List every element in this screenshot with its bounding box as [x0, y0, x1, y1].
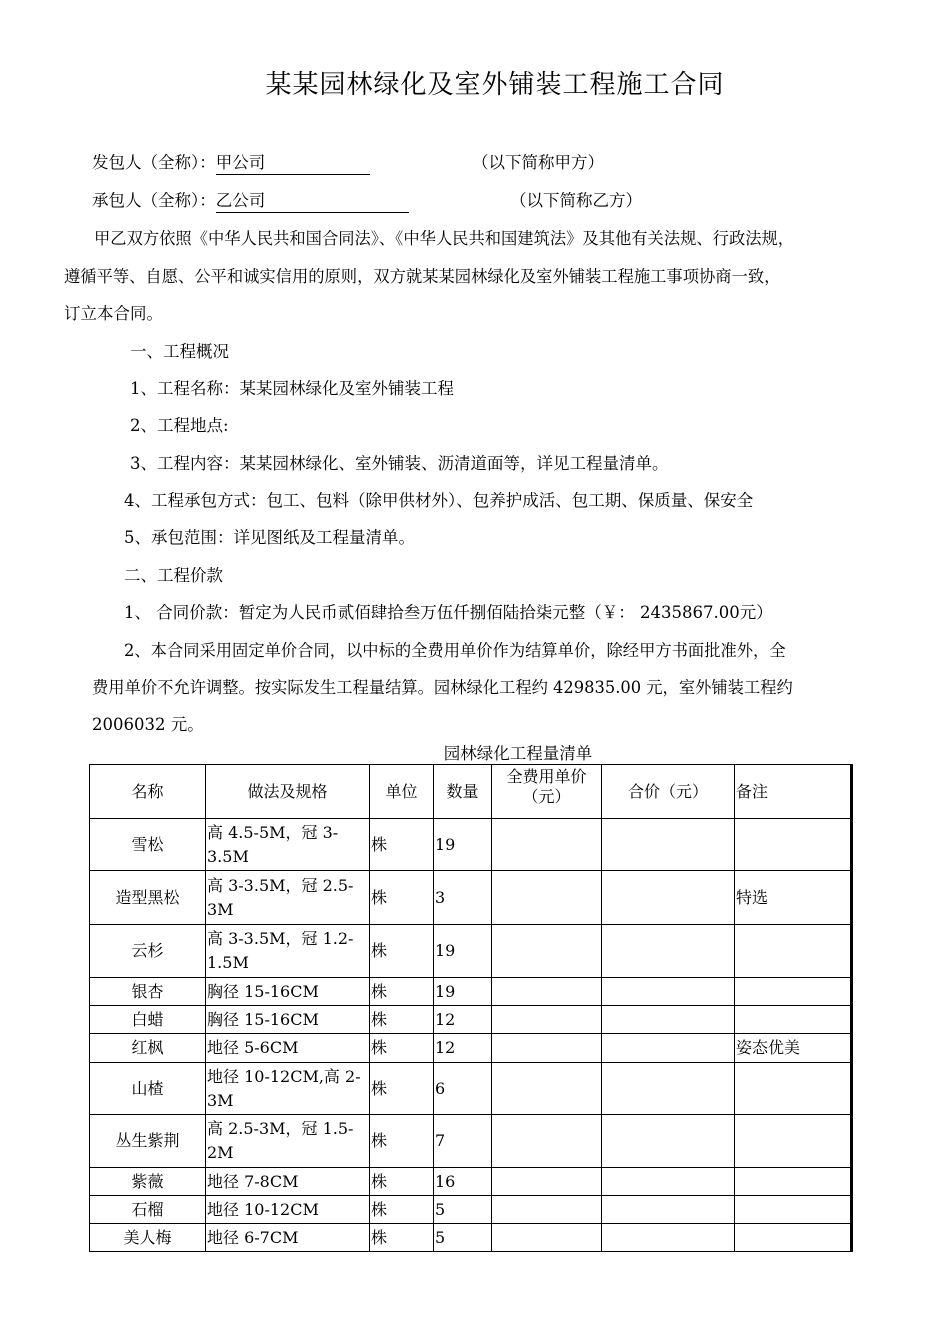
cell-unit: 株 [370, 871, 434, 925]
cell-name: 山楂 [90, 1063, 206, 1115]
cell-unit-price [492, 1034, 602, 1063]
cell-name: 白蜡 [90, 1006, 206, 1034]
cell-spec: 地径 7-8CM [206, 1168, 370, 1196]
cell-unit-price [492, 1224, 602, 1252]
table-row [90, 978, 852, 1006]
cell-total [602, 925, 735, 978]
cell-spec: 高 2.5-3M，冠 1.5-2M [206, 1115, 370, 1168]
cell-name: 石榴 [90, 1196, 206, 1224]
cell-name: 造型黑松 [90, 871, 206, 925]
overview-item-5: 5、承包范围：详见图纸及工程量清单。 [124, 528, 415, 547]
intro-line-2: 遵循平等、自愿、公平和诚实信用的原则，双方就某某园林绿化及室外铺装工程施工事项协商一致， [64, 267, 781, 286]
cell-remark: 姿态优美 [735, 1034, 852, 1063]
table-row [90, 1115, 852, 1168]
table-row [90, 925, 852, 978]
cell-unit-price [492, 1196, 602, 1224]
cell-unit: 株 [370, 1168, 434, 1196]
table-row [90, 819, 852, 871]
cell-spec: 地径 6-7CM [206, 1224, 370, 1252]
cell-unit: 株 [370, 1006, 434, 1034]
cell-total [602, 819, 735, 871]
cell-unit: 株 [370, 1063, 434, 1115]
employer-label: 发包人（全称）： [92, 153, 216, 172]
cell-remark [735, 925, 852, 978]
header-qty: 数量 [434, 765, 492, 819]
cell-spec: 高 4.5-5M，冠 3-3.5M [206, 819, 370, 871]
cell-qty: 12 [434, 1006, 492, 1034]
cell-unit: 株 [370, 819, 434, 871]
cell-name: 美人梅 [90, 1224, 206, 1252]
cell-remark [735, 819, 852, 871]
cell-qty: 16 [434, 1168, 492, 1196]
quantity-table [89, 764, 853, 1252]
cell-name: 云杉 [90, 925, 206, 978]
cell-remark [735, 1224, 852, 1252]
cell-unit: 株 [370, 1115, 434, 1168]
header-unit-price: 全费用单价（元） [492, 765, 602, 819]
contractor-line [92, 187, 409, 213]
cell-unit: 株 [370, 1224, 434, 1252]
header-unit: 单位 [370, 765, 434, 819]
cell-unit-price [492, 1006, 602, 1034]
cell-unit: 株 [370, 1196, 434, 1224]
cell-qty: 12 [434, 1034, 492, 1063]
cell-unit-price [492, 1063, 602, 1115]
cell-qty: 3 [434, 871, 492, 925]
employer-abbr: （以下简称甲方） [472, 153, 604, 172]
cell-remark [735, 1115, 852, 1168]
cell-remark [735, 978, 852, 1006]
table-row [90, 1063, 852, 1115]
intro-line-1: 甲乙双方依照《中华人民共和国合同法》、《中华人民共和国建筑法》及其他有关法规、行政法规， [94, 229, 795, 248]
contractor-value: 乙公司 [216, 192, 409, 213]
cell-name: 银杏 [90, 978, 206, 1006]
cell-qty: 19 [434, 819, 492, 871]
cell-spec: 胸径 15-16CM [206, 978, 370, 1006]
cell-unit-price [492, 925, 602, 978]
employer-value: 甲公司 [216, 154, 370, 175]
cell-remark [735, 1063, 852, 1115]
contractor-abbr: （以下简称乙方） [510, 191, 642, 210]
table-row [90, 1034, 852, 1063]
cell-spec: 高 3-3.5M，冠 1.2-1.5M [206, 925, 370, 978]
employer-line [92, 149, 370, 175]
cell-qty: 7 [434, 1115, 492, 1168]
cell-unit-price [492, 819, 602, 871]
cell-spec: 地径 10-12CM,高 2-3M [206, 1063, 370, 1115]
cell-qty: 5 [434, 1224, 492, 1252]
cell-unit: 株 [370, 978, 434, 1006]
cell-qty: 6 [434, 1063, 492, 1115]
table-header-row [90, 765, 852, 819]
cell-unit-price [492, 1115, 602, 1168]
overview-item-2: 2、工程地点: [130, 416, 229, 435]
overview-item-1: 1、工程名称：某某园林绿化及室外铺装工程 [130, 379, 454, 398]
cell-spec: 胸径 15-16CM [206, 1006, 370, 1034]
cell-total [602, 978, 735, 1006]
contract-title: 某某园林绿化及室外铺装工程施工合同 [265, 70, 725, 100]
cell-unit-price [492, 1168, 602, 1196]
table-row [90, 1196, 852, 1224]
cell-total [602, 1196, 735, 1224]
cell-total [602, 1168, 735, 1196]
cell-unit: 株 [370, 925, 434, 978]
table-row [90, 1224, 852, 1252]
cell-qty: 5 [434, 1196, 492, 1224]
section-heading-overview: 一、工程概况 [130, 342, 229, 361]
price-item-2-line-2: 费用单价不允许调整。按实际发生工程量结算。园林绿化工程约 429835.00 元，室外铺装工程约 [92, 678, 793, 697]
cell-remark [735, 1196, 852, 1224]
cell-spec: 地径 5-6CM [206, 1034, 370, 1063]
cell-total [602, 1034, 735, 1063]
cell-qty: 19 [434, 978, 492, 1006]
overview-item-3: 3、工程内容：某某园林绿化、室外铺装、沥清道面等，详见工程量清单。 [130, 454, 669, 473]
table-title: 园林绿化工程量清单 [443, 744, 593, 763]
header-spec: 做法及规格 [206, 765, 370, 819]
table-row [90, 1006, 852, 1034]
cell-name: 紫薇 [90, 1168, 206, 1196]
header-total: 合价（元） [602, 765, 735, 819]
cell-spec: 地径 10-12CM [206, 1196, 370, 1224]
cell-unit-price [492, 978, 602, 1006]
table-row [90, 871, 852, 925]
price-item-1: 1、 合同价款：暂定为人民币贰佰肆拾叁万伍仟捌佰陆拾柒元整（￥： 2435867.00元） [124, 603, 773, 622]
cell-remark [735, 1006, 852, 1034]
cell-unit: 株 [370, 1034, 434, 1063]
cell-total [602, 871, 735, 925]
table-row [90, 1168, 852, 1196]
cell-total [602, 1224, 735, 1252]
cell-spec: 高 3-3.5M，冠 2.5-3M [206, 871, 370, 925]
cell-unit-price [492, 871, 602, 925]
cell-qty: 19 [434, 925, 492, 978]
overview-item-4: 4、工程承包方式：包工、包料（除甲供材外）、包养护成活、包工期、保质量、保安全 [124, 491, 754, 510]
contractor-label: 承包人（全称）： [92, 191, 216, 210]
cell-name: 雪松 [90, 819, 206, 871]
price-item-2-line-1: 2、本合同采用固定单价合同，以中标的全费用单价作为结算单价，除经甲方书面批准外，全 [124, 641, 786, 660]
cell-total [602, 1006, 735, 1034]
section-heading-price: 二、工程价款 [124, 566, 223, 585]
intro-line-3: 订立本合同。 [64, 304, 163, 323]
cell-name: 红枫 [90, 1034, 206, 1063]
cell-remark [735, 1168, 852, 1196]
header-remark: 备注 [735, 765, 852, 819]
price-item-2-line-3: 2006032 元。 [92, 715, 204, 734]
cell-total [602, 1115, 735, 1168]
cell-name: 丛生紫荆 [90, 1115, 206, 1168]
cell-remark: 特选 [735, 871, 852, 925]
header-name: 名称 [90, 765, 206, 819]
cell-total [602, 1063, 735, 1115]
